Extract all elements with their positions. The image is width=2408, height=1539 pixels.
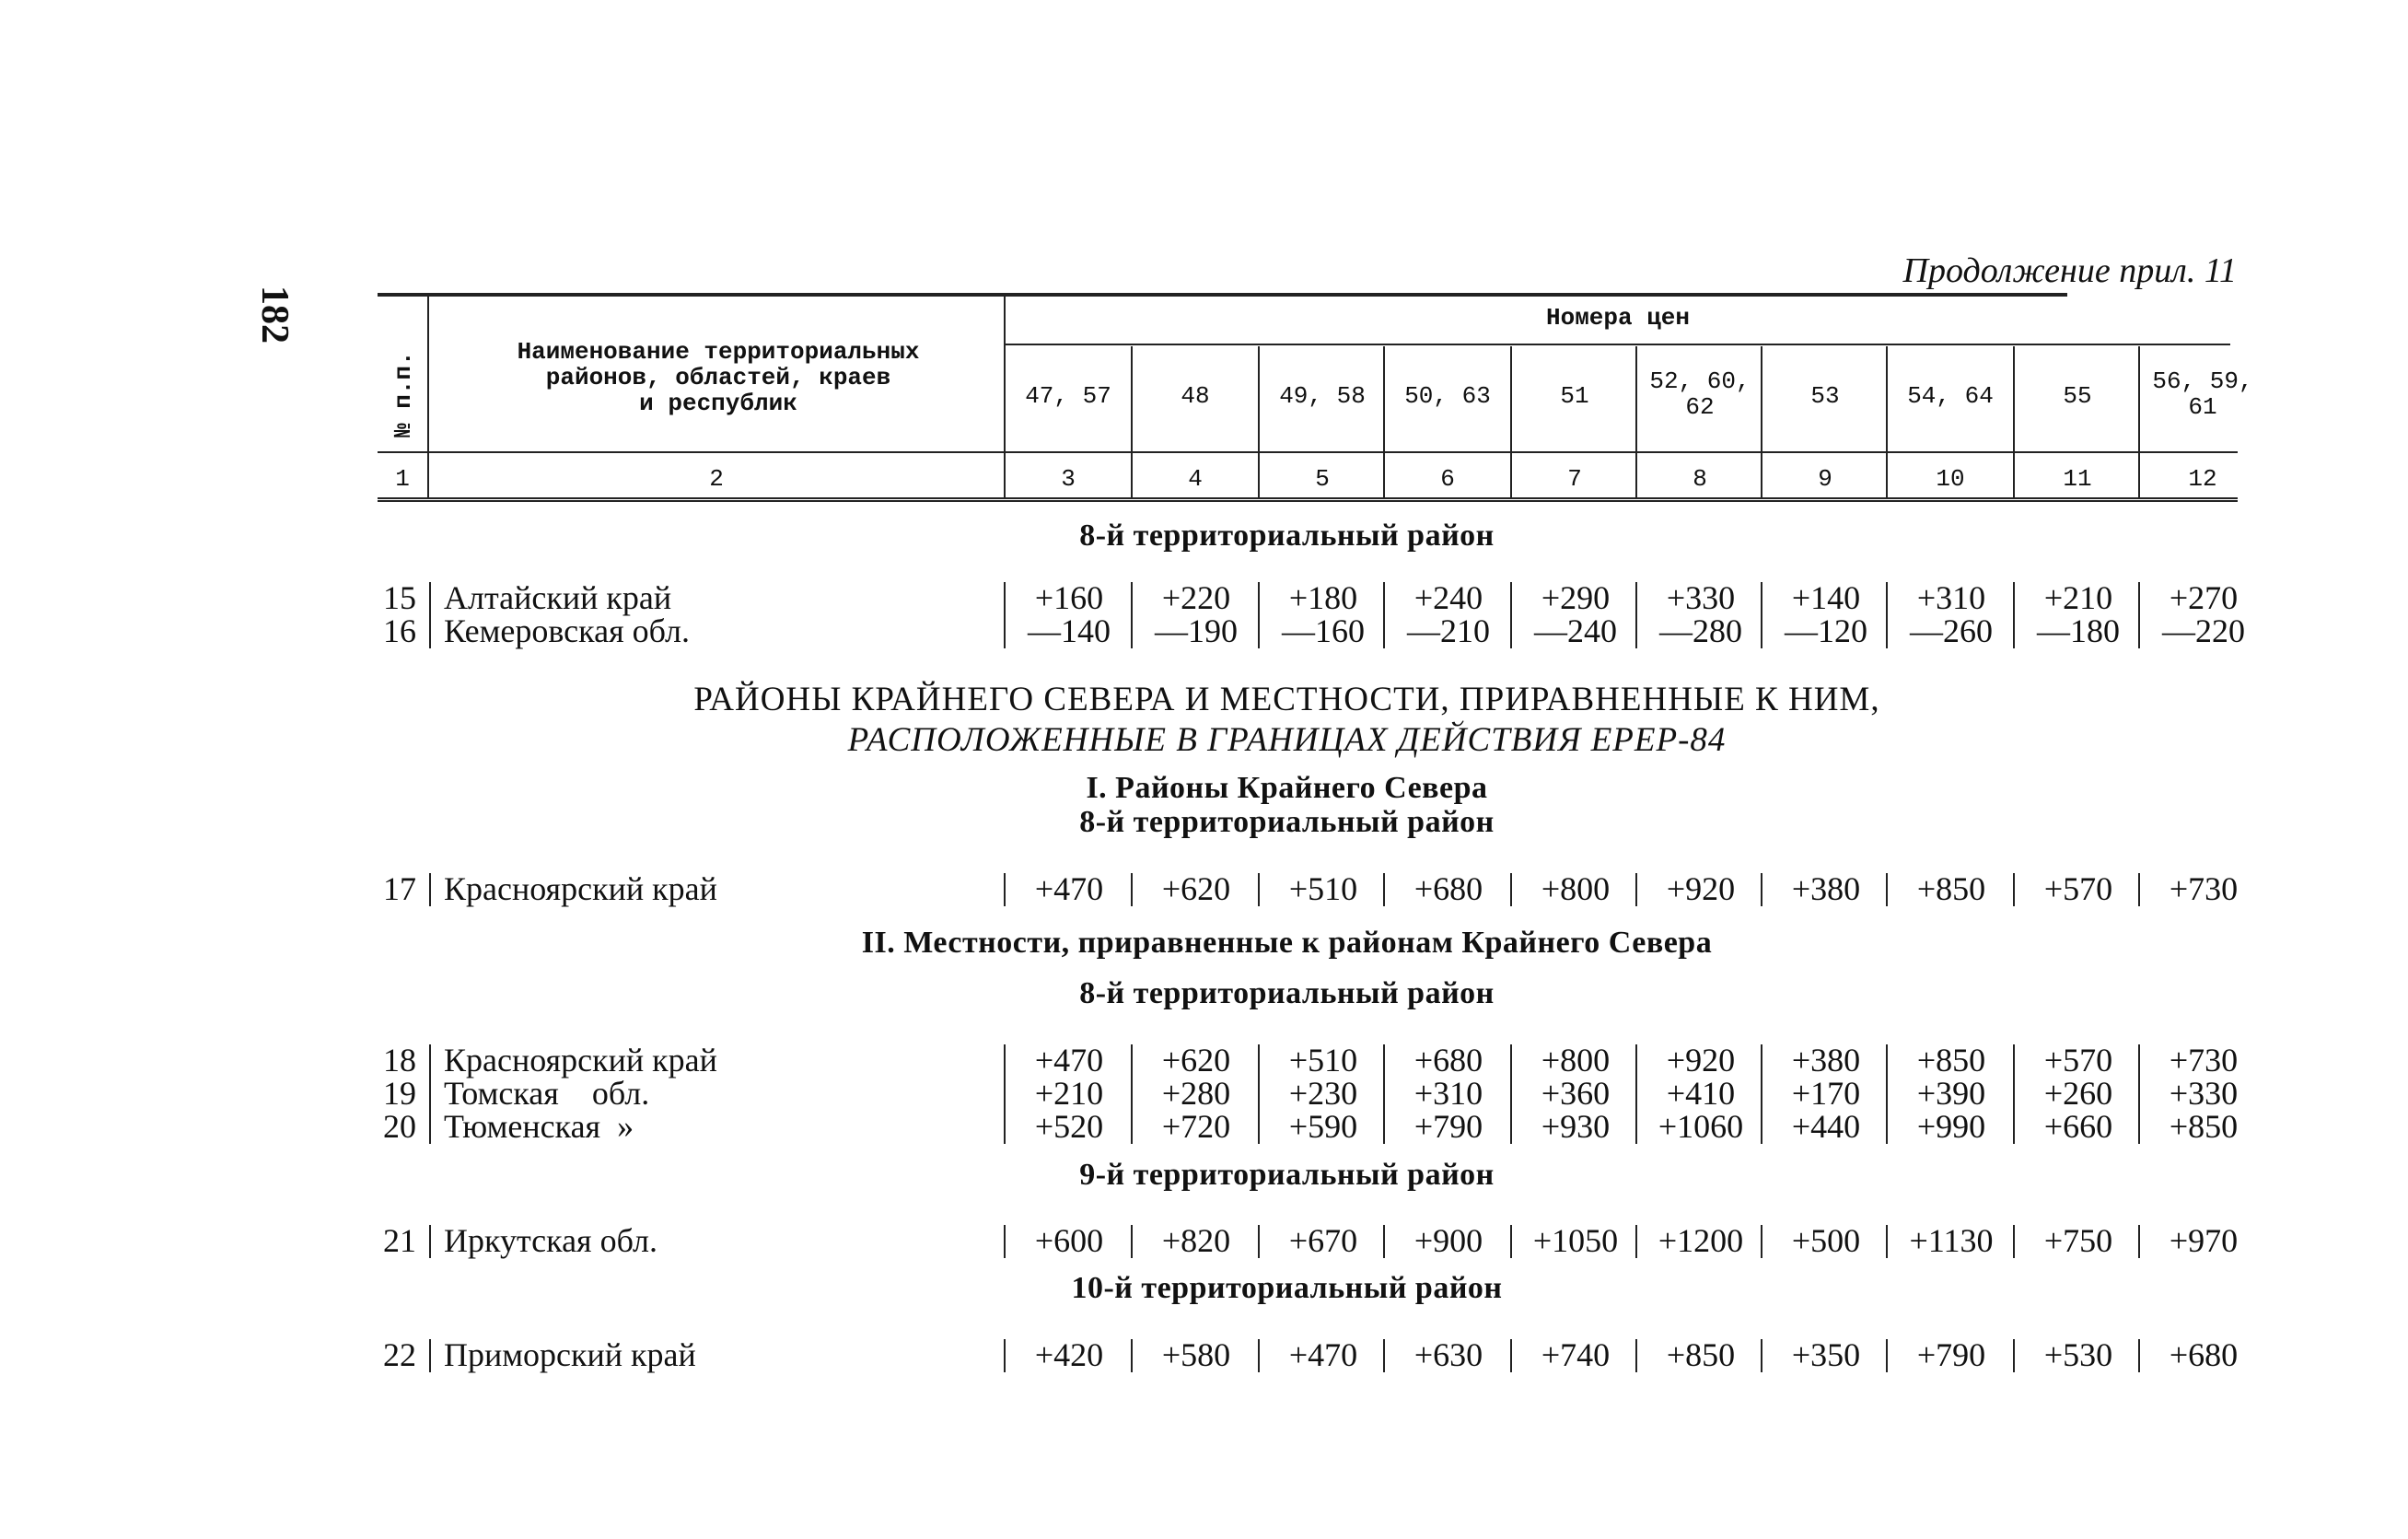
price-column-header: 55 [2063, 382, 2092, 410]
price-column-header: 54, 64 [1907, 382, 1994, 410]
price-value: +600 [1034, 1222, 1104, 1259]
price-value: —140 [1028, 612, 1111, 649]
price-value: +730 [2169, 1042, 2239, 1078]
value-divider [2013, 615, 2015, 648]
value-divider [1004, 1078, 1006, 1111]
value-divider [1761, 1111, 1762, 1144]
row-number: 17 [383, 870, 416, 907]
value-divider [1004, 582, 1006, 615]
value-divider [1258, 1225, 1260, 1258]
price-value: +1050 [1532, 1222, 1619, 1259]
price-value: —210 [1407, 612, 1490, 649]
value-divider [1635, 615, 1637, 648]
price-column-header: 50, 63 [1404, 382, 1491, 410]
value-divider [1004, 873, 1006, 906]
price-value: +670 [1288, 1222, 1358, 1259]
column-number: 10 [1936, 465, 1965, 493]
value-divider [1510, 1078, 1512, 1111]
price-value: +380 [1791, 1042, 1861, 1078]
price-value: +820 [1161, 1222, 1231, 1259]
price-value: +260 [2043, 1075, 2113, 1112]
value-divider [1886, 615, 1888, 648]
value-divider [1635, 582, 1637, 615]
value-divider [1258, 1339, 1260, 1372]
value-divider [2138, 1078, 2140, 1111]
price-value: +310 [1413, 1075, 1483, 1112]
value-divider [1510, 1225, 1512, 1258]
row-number: 16 [383, 612, 416, 649]
value-divider [1761, 1339, 1762, 1372]
price-value: +850 [1666, 1336, 1736, 1373]
column-number: 9 [1818, 465, 1832, 493]
value-divider [2138, 1339, 2140, 1372]
price-column-header: 52, 60, 62 [1649, 367, 1751, 421]
price-value: +360 [1541, 1075, 1611, 1112]
price-value: +350 [1791, 1336, 1861, 1373]
value-divider [1004, 615, 1006, 648]
price-value: +220 [1161, 579, 1231, 616]
continuation-note: Продолжение прил. 11 [1902, 251, 2237, 290]
price-column-header: 51 [1560, 382, 1589, 410]
price-value: +660 [2043, 1108, 2113, 1145]
price-value: +720 [1161, 1108, 1231, 1145]
value-divider [1886, 1339, 1888, 1372]
value-divider [1131, 1044, 1133, 1078]
price-value: +240 [1413, 579, 1483, 616]
price-value: +470 [1034, 870, 1104, 907]
price-value: +530 [2043, 1336, 2113, 1373]
row-divider [429, 582, 431, 615]
row-number: 15 [383, 579, 416, 616]
price-value: +470 [1288, 1336, 1358, 1373]
column-number: 3 [1061, 465, 1076, 493]
region-name: Приморский край [444, 1336, 696, 1373]
value-divider [2138, 1044, 2140, 1078]
price-value: —220 [2162, 612, 2245, 649]
price-value: +520 [1034, 1108, 1104, 1145]
value-divider [1635, 873, 1637, 906]
value-divider [1131, 1225, 1133, 1258]
section-heading-far-north: I. Районы Крайнего Севера [1086, 771, 1488, 805]
price-value: +620 [1161, 870, 1231, 907]
price-value: +470 [1034, 1042, 1104, 1078]
price-value: +680 [1413, 1042, 1483, 1078]
price-value: —120 [1785, 612, 1867, 649]
value-divider [1635, 1339, 1637, 1372]
price-value: +510 [1288, 870, 1358, 907]
value-divider [1635, 1044, 1637, 1078]
price-value: +210 [1034, 1075, 1104, 1112]
price-value: +160 [1034, 579, 1104, 616]
price-value: +210 [2043, 579, 2113, 616]
value-divider [1761, 582, 1762, 615]
value-divider [1383, 873, 1385, 906]
price-value: +740 [1541, 1336, 1611, 1373]
price-value: —280 [1659, 612, 1742, 649]
row-divider [429, 1078, 431, 1111]
value-divider [1383, 615, 1385, 648]
value-divider [1131, 1339, 1133, 1372]
price-value: +630 [1413, 1336, 1483, 1373]
price-value: +850 [2169, 1108, 2239, 1145]
prices-title: Номера цен [1545, 304, 1691, 332]
price-value: +510 [1288, 1042, 1358, 1078]
price-column-header: 48 [1181, 382, 1210, 410]
value-divider [1258, 1111, 1260, 1144]
row-number: 21 [383, 1222, 416, 1259]
price-value: +270 [2169, 579, 2239, 616]
price-column-header: 49, 58 [1279, 382, 1366, 410]
price-value: +140 [1791, 579, 1861, 616]
value-divider [1131, 582, 1133, 615]
price-value: +580 [1161, 1336, 1231, 1373]
value-divider [1131, 1078, 1133, 1111]
row-divider [429, 873, 431, 906]
price-value: +900 [1413, 1222, 1483, 1259]
value-divider [2013, 1111, 2015, 1144]
value-divider [1131, 873, 1133, 906]
price-value: +990 [1916, 1108, 1986, 1145]
price-value: +970 [2169, 1222, 2239, 1259]
value-divider [1761, 1078, 1762, 1111]
value-divider [1383, 1111, 1385, 1144]
price-value: +590 [1288, 1108, 1358, 1145]
row-number: 20 [383, 1108, 416, 1145]
value-divider [1761, 873, 1762, 906]
row-divider [429, 1339, 431, 1372]
price-value: +440 [1791, 1108, 1861, 1145]
value-divider [2138, 873, 2140, 906]
column-number: 4 [1188, 465, 1203, 493]
value-divider [1510, 1339, 1512, 1372]
region-name: Томская обл. [444, 1075, 650, 1112]
price-value: +920 [1666, 1042, 1736, 1078]
price-value: +420 [1034, 1336, 1104, 1373]
price-value: +680 [1413, 870, 1483, 907]
price-value: —160 [1282, 612, 1365, 649]
big-heading-line1: РАЙОНЫ КРАЙНЕГО СЕВЕРА И МЕСТНОСТИ, ПРИРАВНЕННЫЕ К НИМ, [693, 681, 1880, 718]
column-number: 11 [2063, 465, 2092, 493]
price-value: +750 [2043, 1222, 2113, 1259]
region-name: Иркутская обл. [444, 1222, 657, 1259]
row-divider [429, 615, 431, 648]
value-divider [2013, 1078, 2015, 1111]
price-value: +180 [1288, 579, 1358, 616]
region-name: Красноярский край [444, 870, 717, 907]
row-number: 19 [383, 1075, 416, 1112]
column-number: 2 [709, 465, 724, 493]
value-divider [1510, 615, 1512, 648]
value-divider [2138, 582, 2140, 615]
value-divider [1510, 873, 1512, 906]
value-divider [1258, 1078, 1260, 1111]
value-divider [1510, 1111, 1512, 1144]
value-divider [1383, 1044, 1385, 1078]
value-divider [1886, 1078, 1888, 1111]
price-value: +680 [2169, 1336, 2239, 1373]
value-divider [1761, 1044, 1762, 1078]
value-divider [1886, 582, 1888, 615]
price-value: +500 [1791, 1222, 1861, 1259]
column-number: 12 [2188, 465, 2217, 493]
price-value: —190 [1155, 612, 1238, 649]
price-value: +170 [1791, 1075, 1861, 1112]
price-value: +230 [1288, 1075, 1358, 1112]
price-value: —260 [1910, 612, 1993, 649]
price-value: —180 [2037, 612, 2120, 649]
price-value: +280 [1161, 1075, 1231, 1112]
section-heading-8c: 8-й территориальный район [1079, 976, 1495, 1010]
region-name: Тюменская » [444, 1108, 634, 1145]
column-number: 8 [1693, 465, 1707, 493]
row-divider [429, 1225, 431, 1258]
section-heading-9: 9-й территориальный район [1079, 1158, 1495, 1192]
price-value: +800 [1541, 1042, 1611, 1078]
value-divider [1510, 1044, 1512, 1078]
price-value: +790 [1916, 1336, 1986, 1373]
price-value: +1060 [1658, 1108, 1744, 1145]
col-number-header: № п.п. [390, 351, 417, 437]
price-value: +570 [2043, 1042, 2113, 1078]
price-value: —240 [1534, 612, 1617, 649]
value-divider [1004, 1044, 1006, 1078]
region-name: Кемеровская обл. [444, 612, 691, 649]
value-divider [1761, 615, 1762, 648]
price-value: +620 [1161, 1042, 1231, 1078]
price-value: +850 [1916, 870, 1986, 907]
price-value: +330 [2169, 1075, 2239, 1112]
value-divider [1383, 582, 1385, 615]
price-column-header: 56, 59, 61 [2152, 367, 2253, 421]
region-name-header: Наименование территориальных районов, областей, краев и республик [517, 338, 920, 417]
value-divider [2013, 1225, 2015, 1258]
value-divider [1510, 582, 1512, 615]
price-value: +310 [1916, 579, 1986, 616]
value-divider [1886, 1044, 1888, 1078]
value-divider [2013, 1044, 2015, 1078]
price-value: +380 [1791, 870, 1861, 907]
value-divider [1383, 1225, 1385, 1258]
region-name: Алтайский край [444, 579, 672, 616]
value-divider [1886, 873, 1888, 906]
value-divider [1131, 1111, 1133, 1144]
price-value: +850 [1916, 1042, 1986, 1078]
section-heading-8: 8-й территориальный район [1079, 519, 1495, 553]
value-divider [2138, 615, 2140, 648]
row-number: 18 [383, 1042, 416, 1078]
price-value: +390 [1916, 1075, 1986, 1112]
value-divider [2013, 1339, 2015, 1372]
value-divider [1635, 1225, 1637, 1258]
row-divider [429, 1111, 431, 1144]
price-value: +570 [2043, 870, 2113, 907]
value-divider [1004, 1339, 1006, 1372]
value-divider [2138, 1225, 2140, 1258]
price-value: +730 [2169, 870, 2239, 907]
price-value: +930 [1541, 1108, 1611, 1145]
value-divider [1383, 1339, 1385, 1372]
value-divider [1383, 1078, 1385, 1111]
section-heading-equated: II. Местности, приравненные к районам Крайнего Севера [861, 926, 1713, 960]
price-value: +1130 [1909, 1222, 1994, 1259]
section-heading-8b: 8-й территориальный район [1079, 805, 1495, 839]
column-number: 6 [1440, 465, 1455, 493]
value-divider [1635, 1078, 1637, 1111]
value-divider [1258, 615, 1260, 648]
price-value: +920 [1666, 870, 1736, 907]
value-divider [1004, 1111, 1006, 1144]
price-value: +790 [1413, 1108, 1483, 1145]
value-divider [2138, 1111, 2140, 1144]
row-number: 22 [383, 1336, 416, 1373]
value-divider [1258, 1044, 1260, 1078]
price-value: +330 [1666, 579, 1736, 616]
value-divider [1886, 1225, 1888, 1258]
value-divider [1258, 873, 1260, 906]
big-heading-line2: РАСПОЛОЖЕННЫЕ В ГРАНИЦАХ ДЕЙСТВИЯ ЕРЕР-84 [847, 721, 1727, 759]
price-value: +410 [1666, 1075, 1736, 1112]
value-divider [2013, 873, 2015, 906]
region-name: Красноярский край [444, 1042, 717, 1078]
value-divider [2013, 582, 2015, 615]
value-divider [1131, 615, 1133, 648]
value-divider [1761, 1225, 1762, 1258]
value-divider [1004, 1225, 1006, 1258]
price-column-header: 53 [1810, 382, 1840, 410]
price-value: +290 [1541, 579, 1611, 616]
page-number: 182 [253, 286, 296, 344]
row-divider [429, 1044, 431, 1078]
section-heading-10: 10-й территориальный район [1071, 1271, 1503, 1305]
price-value: +800 [1541, 870, 1611, 907]
price-value: +1200 [1658, 1222, 1744, 1259]
price-column-header: 47, 57 [1025, 382, 1111, 410]
value-divider [1635, 1111, 1637, 1144]
column-number: 7 [1567, 465, 1582, 493]
column-number: 5 [1315, 465, 1330, 493]
column-number: 1 [395, 465, 410, 493]
value-divider [1886, 1111, 1888, 1144]
value-divider [1258, 582, 1260, 615]
